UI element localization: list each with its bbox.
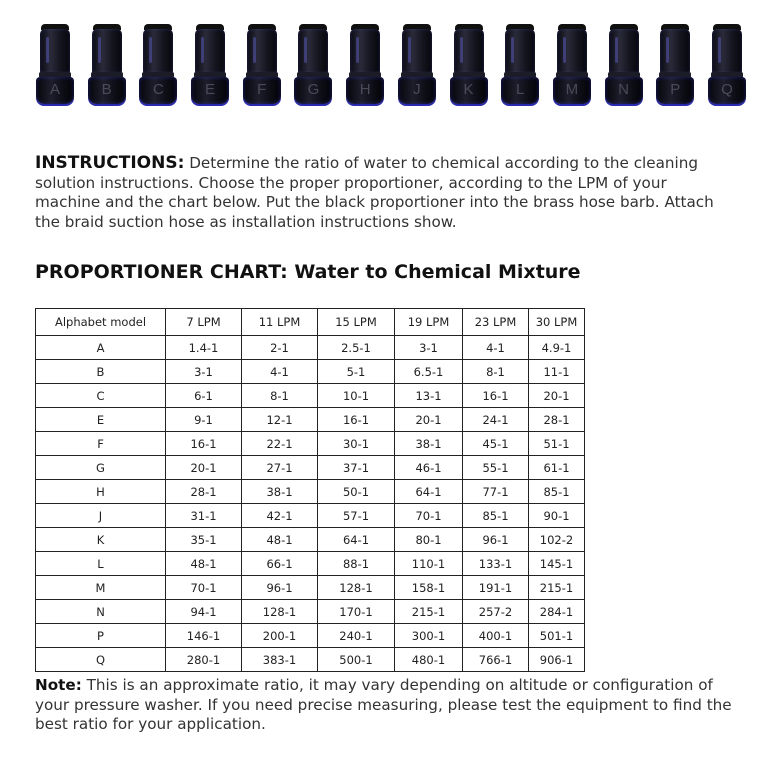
ratio-cell: 4.9-1: [529, 336, 585, 360]
model-cell: H: [36, 480, 166, 504]
ratio-cell: 24-1: [463, 408, 529, 432]
ratio-cell: 37-1: [318, 456, 395, 480]
table-row: [36, 480, 585, 504]
ratio-cell: 2-1: [242, 336, 318, 360]
ratio-cell: 35-1: [166, 528, 242, 552]
ratio-cell: 42-1: [242, 504, 318, 528]
instructions-text: Determine the ratio of water to chemical according to the cleaning solution instructions. Choose the proper proportioner, according to the LPM of your machine and the chart below. Put the black proportioner into the brass hose barb. Attach the braid suction hose as installation instructions show.: [35, 154, 714, 231]
ratio-cell: 257-2: [463, 600, 529, 624]
ratio-cell: 383-1: [242, 648, 318, 672]
proportioner-letter: P: [670, 81, 681, 98]
table-row: [36, 600, 585, 624]
proportioner-letter: N: [618, 81, 629, 98]
proportioner-b: [88, 24, 126, 106]
ratio-cell: 30-1: [318, 432, 395, 456]
ratio-cell: 16-1: [318, 408, 395, 432]
ratio-cell: 55-1: [463, 456, 529, 480]
ratio-cell: 191-1: [463, 576, 529, 600]
ratio-cell: 240-1: [318, 624, 395, 648]
ratio-cell: 200-1: [242, 624, 318, 648]
ratio-cell: 70-1: [395, 504, 463, 528]
model-cell: B: [36, 360, 166, 384]
ratio-cell: 501-1: [529, 624, 585, 648]
ratio-cell: 96-1: [463, 528, 529, 552]
ratio-cell: 9-1: [166, 408, 242, 432]
model-cell: C: [36, 384, 166, 408]
table-row: [36, 432, 585, 456]
ratio-cell: 145-1: [529, 552, 585, 576]
proportioner-letter: Q: [721, 81, 733, 98]
proportioner-letter: M: [565, 81, 579, 98]
ratio-cell: 4-1: [242, 360, 318, 384]
ratio-cell: 110-1: [395, 552, 463, 576]
ratio-cell: 64-1: [318, 528, 395, 552]
ratio-cell: 3-1: [166, 360, 242, 384]
proportioner-c: [139, 24, 177, 106]
ratio-cell: 22-1: [242, 432, 318, 456]
ratio-cell: 1.4-1: [166, 336, 242, 360]
ratio-cell: 500-1: [318, 648, 395, 672]
ratio-cell: 45-1: [463, 432, 529, 456]
ratio-cell: 6-1: [166, 384, 242, 408]
column-header: 7 LPM: [166, 309, 242, 336]
ratio-cell: 48-1: [242, 528, 318, 552]
ratio-cell: 51-1: [529, 432, 585, 456]
proportioner-letter: C: [152, 81, 164, 98]
instructions-label: INSTRUCTIONS:: [35, 153, 185, 173]
ratio-cell: 280-1: [166, 648, 242, 672]
ratio-cell: 170-1: [318, 600, 395, 624]
ratio-cell: 88-1: [318, 552, 395, 576]
proportioner-letter: G: [307, 81, 320, 98]
ratio-cell: 13-1: [395, 384, 463, 408]
ratio-cell: 300-1: [395, 624, 463, 648]
table-row: [36, 504, 585, 528]
proportioner-q: [708, 24, 746, 106]
table-row: [36, 408, 585, 432]
ratio-cell: 12-1: [242, 408, 318, 432]
proportioner-letter: K: [463, 81, 474, 98]
ratio-cell: 64-1: [395, 480, 463, 504]
table-row: [36, 528, 585, 552]
model-cell: F: [36, 432, 166, 456]
chart-title: PROPORTIONER CHART: Water to Chemical Mixture: [35, 261, 581, 283]
ratio-cell: 77-1: [463, 480, 529, 504]
ratio-cell: 480-1: [395, 648, 463, 672]
ratio-cell: 50-1: [318, 480, 395, 504]
model-cell: N: [36, 600, 166, 624]
column-header: 19 LPM: [395, 309, 463, 336]
ratio-cell: 70-1: [166, 576, 242, 600]
proportioner-h: [346, 24, 384, 106]
ratio-cell: 766-1: [463, 648, 529, 672]
proportioner-a: [36, 24, 74, 106]
table-row: [36, 624, 585, 648]
proportioner-letter: B: [101, 81, 112, 98]
model-cell: Q: [36, 648, 166, 672]
ratio-cell: 4-1: [463, 336, 529, 360]
ratio-cell: 8-1: [463, 360, 529, 384]
proportioner-chart-table: [35, 308, 585, 672]
proportioner-j: [398, 24, 436, 106]
ratio-cell: 48-1: [166, 552, 242, 576]
ratio-cell: 158-1: [395, 576, 463, 600]
ratio-cell: 38-1: [395, 432, 463, 456]
ratio-cell: 28-1: [166, 480, 242, 504]
proportioner-m: [553, 24, 591, 106]
ratio-cell: 80-1: [395, 528, 463, 552]
proportioner-n: [605, 24, 643, 106]
proportioner-letter: J: [413, 81, 421, 98]
ratio-cell: 20-1: [395, 408, 463, 432]
model-cell: M: [36, 576, 166, 600]
ratio-cell: 90-1: [529, 504, 585, 528]
table-row: [36, 360, 585, 384]
ratio-cell: 128-1: [242, 600, 318, 624]
ratio-cell: 16-1: [463, 384, 529, 408]
ratio-cell: 31-1: [166, 504, 242, 528]
ratio-cell: 38-1: [242, 480, 318, 504]
proportioner-g: [294, 24, 332, 106]
model-cell: G: [36, 456, 166, 480]
ratio-cell: 400-1: [463, 624, 529, 648]
proportioner-letter: H: [359, 81, 371, 98]
proportioner-l: [501, 24, 539, 106]
ratio-cell: 284-1: [529, 600, 585, 624]
proportioner-p: [656, 24, 694, 106]
note: [35, 676, 745, 735]
column-header: 11 LPM: [242, 309, 318, 336]
ratio-cell: 102-2: [529, 528, 585, 552]
ratio-cell: 61-1: [529, 456, 585, 480]
ratio-cell: 5-1: [318, 360, 395, 384]
ratio-cell: 2.5-1: [318, 336, 395, 360]
table-row: [36, 456, 585, 480]
ratio-cell: 85-1: [463, 504, 529, 528]
ratio-cell: 6.5-1: [395, 360, 463, 384]
model-cell: L: [36, 552, 166, 576]
ratio-cell: 146-1: [166, 624, 242, 648]
column-header: 30 LPM: [529, 309, 585, 336]
table-row: [36, 648, 585, 672]
ratio-cell: 10-1: [318, 384, 395, 408]
table-row: [36, 552, 585, 576]
ratio-cell: 906-1: [529, 648, 585, 672]
table-row: [36, 336, 585, 360]
column-header: Alphabet model: [36, 309, 166, 336]
ratio-cell: 20-1: [166, 456, 242, 480]
ratio-cell: 94-1: [166, 600, 242, 624]
table-row: [36, 384, 585, 408]
column-header: 23 LPM: [463, 309, 529, 336]
column-header: 15 LPM: [318, 309, 395, 336]
ratio-cell: 46-1: [395, 456, 463, 480]
ratio-cell: 85-1: [529, 480, 585, 504]
ratio-cell: 16-1: [166, 432, 242, 456]
proportioner-k: [450, 24, 488, 106]
note-label: Note:: [35, 676, 82, 694]
ratio-cell: 57-1: [318, 504, 395, 528]
ratio-cell: 133-1: [463, 552, 529, 576]
table-row: [36, 576, 585, 600]
ratio-cell: 215-1: [529, 576, 585, 600]
ratio-cell: 20-1: [529, 384, 585, 408]
ratio-cell: 128-1: [318, 576, 395, 600]
proportioner-letter: E: [205, 81, 216, 98]
ratio-cell: 8-1: [242, 384, 318, 408]
instructions: [35, 154, 735, 232]
proportioner-f: [243, 24, 281, 106]
ratio-cell: 66-1: [242, 552, 318, 576]
proportioner-row: [36, 24, 746, 106]
table-header-row: [36, 309, 585, 336]
ratio-cell: 28-1: [529, 408, 585, 432]
model-cell: K: [36, 528, 166, 552]
ratio-cell: 215-1: [395, 600, 463, 624]
model-cell: J: [36, 504, 166, 528]
note-text: This is an approximate ratio, it may vary depending on altitude or configuration of your pressure washer. If you need precise measuring, please test the equipment to find the best ratio for your application.: [35, 676, 732, 733]
ratio-cell: 27-1: [242, 456, 318, 480]
model-cell: P: [36, 624, 166, 648]
ratio-cell: 3-1: [395, 336, 463, 360]
proportioner-letter: L: [516, 81, 525, 98]
proportioner-e: [191, 24, 229, 106]
ratio-cell: 11-1: [529, 360, 585, 384]
proportioner-letter: F: [257, 81, 267, 98]
ratio-cell: 96-1: [242, 576, 318, 600]
proportioner-letter: A: [49, 81, 60, 98]
model-cell: E: [36, 408, 166, 432]
model-cell: A: [36, 336, 166, 360]
